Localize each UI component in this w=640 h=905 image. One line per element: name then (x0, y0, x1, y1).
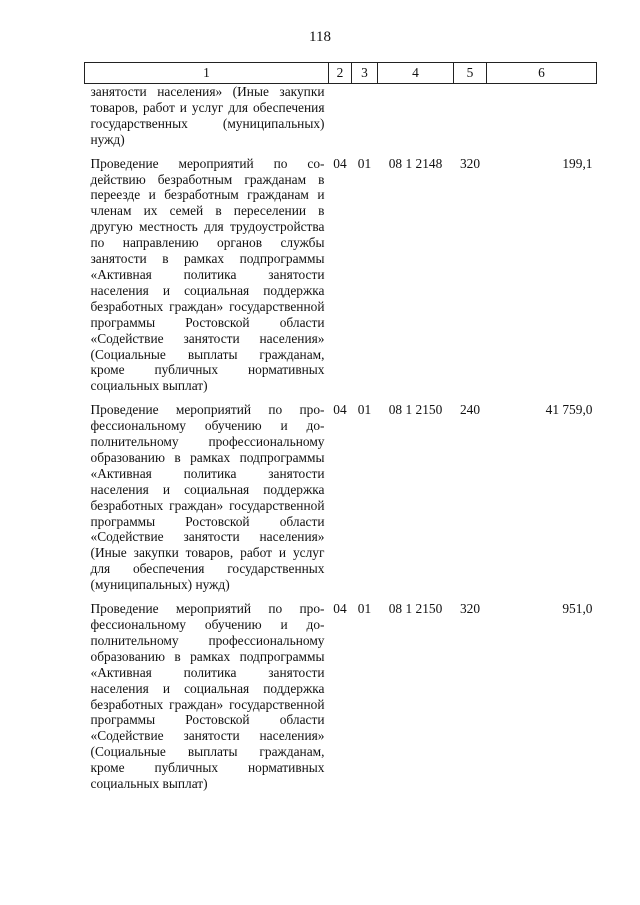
row-subsection: 01 (357, 402, 372, 418)
budget-table (84, 62, 597, 800)
column-header-4: 4 (378, 63, 454, 84)
column-header-1: 1 (85, 63, 329, 84)
row-expense-type: 320 (459, 601, 481, 617)
row-description: Проведение мероприятий по профессиональному обучению и дополнительному профессиональному образованию в рамках подпрограммы «Активная политика занятости населения и социальная поддержка безработных граждан» государственной программы Ростовской области «Содействие занятости населения» (Иные закупки товаров, работ и услуг для обеспечения государственных (муниципальных) нужд) (90, 402, 325, 593)
table-row (85, 402, 597, 601)
column-header-6: 6 (487, 63, 597, 84)
row-description: Проведение мероприятий по содействию безработным гражданам в переезде и безработным гражданам и членам их семей в переселении в другую местность для трудоустройства по направлению органов службы занятости в рамках подпрограммы «Активная политика занятости населения и социальная поддержка безработных граждан» государственной программы Ростовской области «Содействие занятости населения» (Социальные выплаты гражданам, кроме публичных нормативных социальных выплат) (90, 155, 325, 394)
row-expense-type (454, 84, 487, 156)
row-target-article: 08 1 2150 (388, 601, 443, 617)
table-header-row (85, 63, 597, 84)
table-row (85, 601, 597, 800)
row-subsection (352, 84, 378, 156)
row-description: Проведение мероприятий по профессиональному обучению и дополнительному профессиональному образованию в рамках подпрограммы «Активная политика занятости населения и социальная поддержка безработных граждан» государственной программы Ростовской области «Содействие занятости населения» (Социальные выплаты гражданам, кроме публичных нормативных социальных выплат) (90, 601, 325, 792)
row-section: 04 (333, 402, 347, 418)
column-header-3: 3 (352, 63, 378, 84)
row-section (329, 84, 352, 156)
row-amount: 951,0 (562, 601, 593, 617)
row-amount: 199,1 (562, 155, 593, 171)
row-target-article (378, 84, 454, 156)
row-expense-type: 320 (459, 155, 481, 171)
row-subsection: 01 (357, 601, 372, 617)
table-row (85, 84, 597, 156)
row-description: занятости населения» (Иные закупки товаров, работ и услуг для обеспечения государственных (муниципальных) нужд) (90, 84, 325, 147)
column-header-2: 2 (329, 63, 352, 84)
row-section: 04 (333, 601, 347, 617)
column-header-5: 5 (454, 63, 487, 84)
row-target-article: 08 1 2150 (388, 402, 443, 418)
page-number: 118 (309, 29, 331, 45)
row-subsection: 01 (357, 155, 372, 171)
row-amount (487, 84, 597, 156)
row-target-article: 08 1 2148 (388, 155, 443, 171)
table-row (85, 156, 597, 403)
row-amount: 41 759,0 (545, 402, 593, 418)
row-expense-type: 240 (459, 402, 481, 418)
row-section: 04 (333, 155, 347, 171)
